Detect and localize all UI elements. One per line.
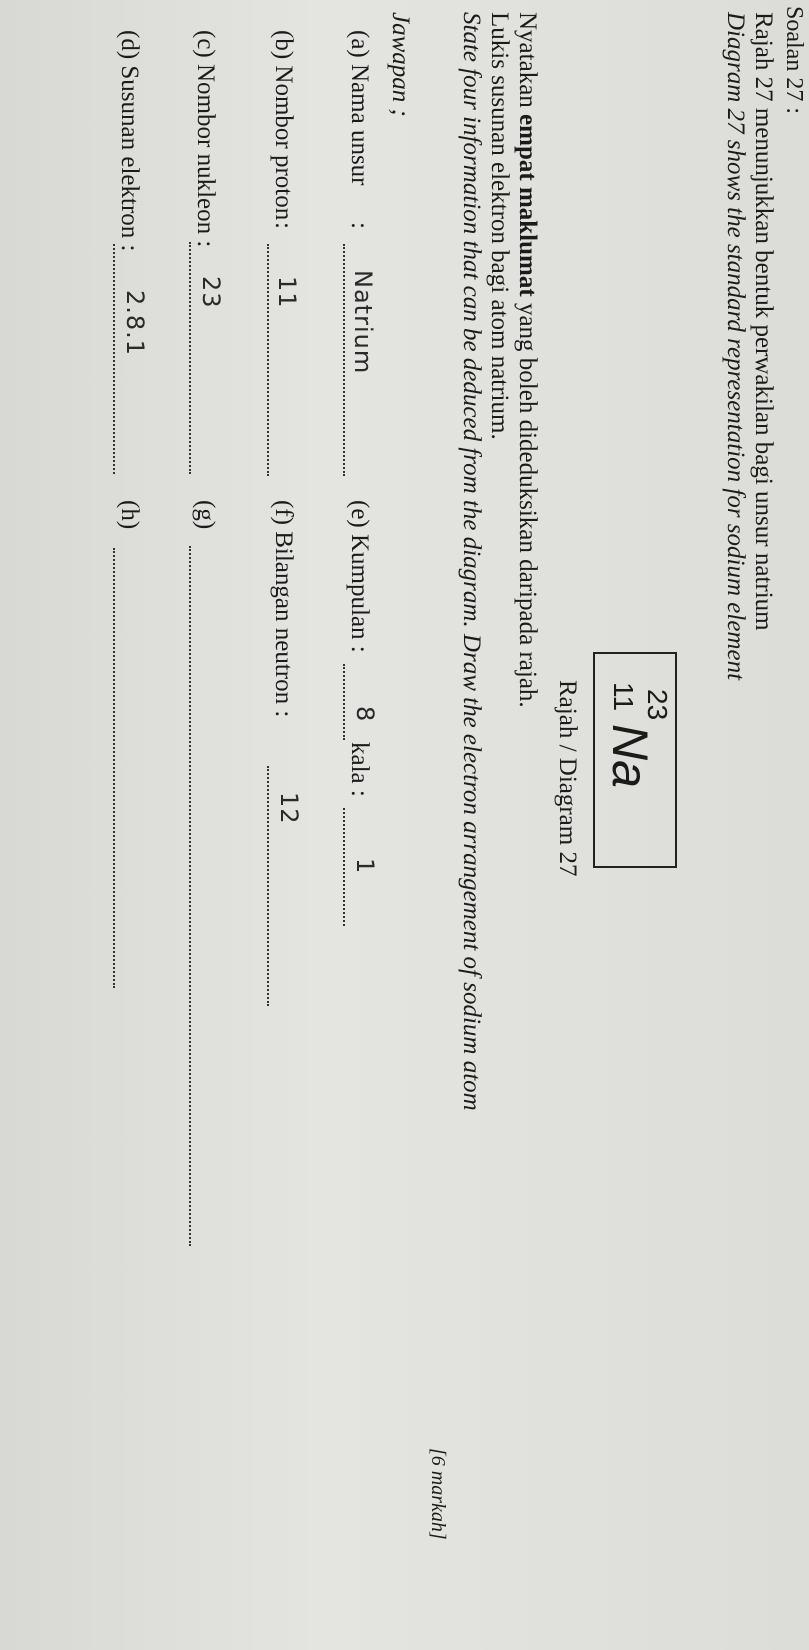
diagram-caption: Rajah / Diagram 27 [554,680,581,877]
answer-e-kala-label: kala : [346,742,373,797]
answer-e-kala-value: 1 [351,858,379,875]
proton-number: 11 [608,682,639,712]
answer-f-label: (f) Bilangan neutron : [270,500,297,718]
answer-b-colon: : [270,222,297,229]
answer-a-label: (a) Nama unsur [346,30,373,186]
answer-d-label: (d) Susunan elektron : [116,30,143,252]
answer-e-label: (e) Kumpulan : [346,500,373,653]
answer-d-line [113,244,143,474]
intro-english: Diagram 27 shows the standard representation for sodium element [722,12,749,681]
intro-malay: Rajah 27 menunjukkan bentuk perwakilan bagi unsur natrium [750,12,777,631]
question-number: Soalan 27 : [781,6,807,114]
marks-label: [6 markah] [427,1448,449,1540]
answer-a-value: Natrium [349,270,377,375]
answer-d-value: 2.8.1 [121,290,149,357]
answer-b-value: 11 [273,276,301,309]
answer-a-colon: : [346,222,373,229]
answer-h-line [113,548,143,988]
element-symbol: Na [602,724,658,788]
element-notation-box [593,652,677,868]
answers-heading: Jawapan ; [387,12,414,117]
answer-g-line [189,546,219,1246]
answer-f-value: 12 [275,792,303,825]
instruction-malay-1: Nyatakan empat maklumat yang boleh dideduksikan daripada rajah. [514,12,541,708]
instruction-english: State four information that can be deduced from the diagram. Draw the electron arrangement of sodium atom [458,12,485,1111]
nucleon-number: 23 [642,689,673,721]
answer-g-label: (g) [192,500,219,530]
answer-c-value: 23 [197,276,225,309]
answer-h-label: (h) [116,500,143,530]
answer-c-label: (c) Nombor nukleon : [192,30,219,248]
answer-e-line [343,664,373,740]
answer-e-value: 8 [351,706,379,723]
answer-b-label: (b) Nombor proton [270,30,297,221]
instruction-malay-2: Lukis susunan elektron bagi atom natrium. [486,12,513,440]
